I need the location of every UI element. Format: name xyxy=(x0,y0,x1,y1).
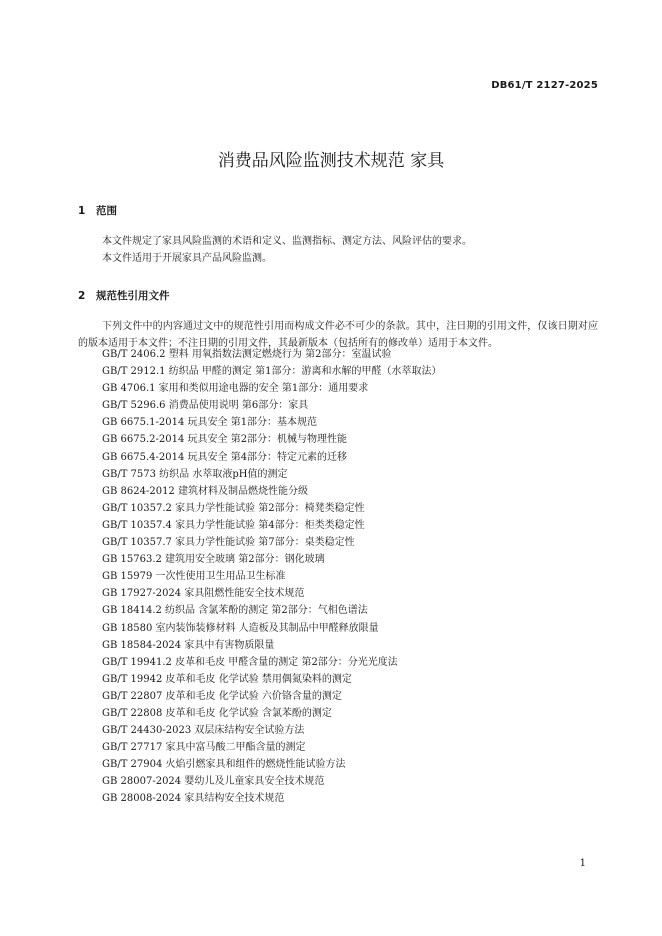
list-item: GB/T 27717 家具中富马酸二甲酯含量的测定 xyxy=(102,742,306,754)
list-item: GB/T 19941.2 皮革和毛皮 甲醛含量的测定 第2部分：分光光度法 xyxy=(102,656,398,668)
list-item: GB/T 22807 皮革和毛皮 化学试验 六价铬含量的测定 xyxy=(102,690,342,702)
section-1-title: 范围 xyxy=(96,205,117,217)
list-item: GB 28008-2024 家具结构安全技术规范 xyxy=(102,793,285,805)
list-item: GB 15979 一次性使用卫生用品卫生标准 xyxy=(102,571,286,583)
section-2-heading xyxy=(78,288,170,303)
section-2-number: 2 xyxy=(78,290,86,302)
list-item: GB/T 5296.6 消费品使用说明 第6部分：家具 xyxy=(102,400,309,412)
references-intro-paragraph: 下列文件中的内容通过文中的规范性引用而构成文件必不可少的条款。其中，注日期的引用文件，仅该日期对应的版本适用于本文件；不注日期的引用文件，其最新版本（包括所有的修改单）适用于本文件。 xyxy=(78,321,598,349)
list-item: GB/T 24430-2023 双层床结构安全试验方法 xyxy=(102,725,305,737)
list-item: GB/T 2406.2 塑料 用氧指数法测定燃烧行为 第2部分：室温试验 xyxy=(102,349,392,360)
section-1-heading xyxy=(78,203,117,218)
list-item: GB/T 22808 皮革和毛皮 化学试验 含氯苯酚的测定 xyxy=(102,707,332,719)
section-2-title: 规范性引用文件 xyxy=(96,290,170,302)
list-item: GB 8624-2012 建筑材料及制品燃烧性能分级 xyxy=(102,485,308,497)
list-item: GB 15763.2 建筑用安全玻璃 第2部分：钢化玻璃 xyxy=(102,554,325,566)
reference-list xyxy=(102,346,441,808)
list-item: GB 18414.2 纺织品 含氯苯酚的测定 第2部分：气相色谱法 xyxy=(102,605,368,617)
list-item: GB/T 2912.1 纺织品 甲醛的测定 第1部分：游离和水解的甲醛（水萃取法） xyxy=(102,366,442,378)
scope-paragraph-1: 本文件规定了家具风险监测的术语和定义、监测指标、测定方法、风险评估的要求。 xyxy=(102,236,472,247)
document-title: 消费品风险监测技术规范 家具 xyxy=(217,151,445,171)
list-item: GB/T 7573 纺织品 水萃取液pH值的测定 xyxy=(102,468,288,480)
list-item: GB/T 10357.2 家具力学性能试验 第2部分：椅凳类稳定性 xyxy=(102,502,365,514)
list-item: GB 18584-2024 家具中有害物质限量 xyxy=(102,639,275,651)
list-item: GB/T 10357.4 家具力学性能试验 第4部分：柜类类稳定性 xyxy=(102,519,365,531)
list-item: GB/T 10357.7 家具力学性能试验 第7部分：桌类稳定性 xyxy=(102,537,355,549)
list-item: GB 17927-2024 家具阻燃性能安全技术规范 xyxy=(102,588,305,600)
standard-code: DB61/T 2127-2025 xyxy=(491,80,598,91)
list-item: GB 28007-2024 婴幼儿及儿童家具安全技术规范 xyxy=(102,776,325,788)
page-number: 1 xyxy=(579,858,586,869)
list-item: GB 4706.1 家用和类似用途电器的安全 第1部分：通用要求 xyxy=(102,383,369,395)
scope-paragraph-2: 本文件适用于开展家具产品风险监测。 xyxy=(102,253,272,264)
list-item: GB/T 27904 火焰引燃家具和组件的燃烧性能试验方法 xyxy=(102,759,346,771)
list-item: GB 6675.4-2014 玩具安全 第4部分：特定元素的迁移 xyxy=(102,451,348,463)
section-1-number: 1 xyxy=(78,205,86,217)
list-item: GB/T 19942 皮革和毛皮 化学试验 禁用偶氮染料的测定 xyxy=(102,673,352,685)
list-item: GB 18580 室内装饰装修材料 人造板及其制品中甲醛释放限量 xyxy=(102,622,379,634)
list-item: GB 6675.1-2014 玩具安全 第1部分：基本规范 xyxy=(102,417,318,429)
list-item: GB 6675.2-2014 玩具安全 第2部分：机械与物理性能 xyxy=(102,434,348,446)
